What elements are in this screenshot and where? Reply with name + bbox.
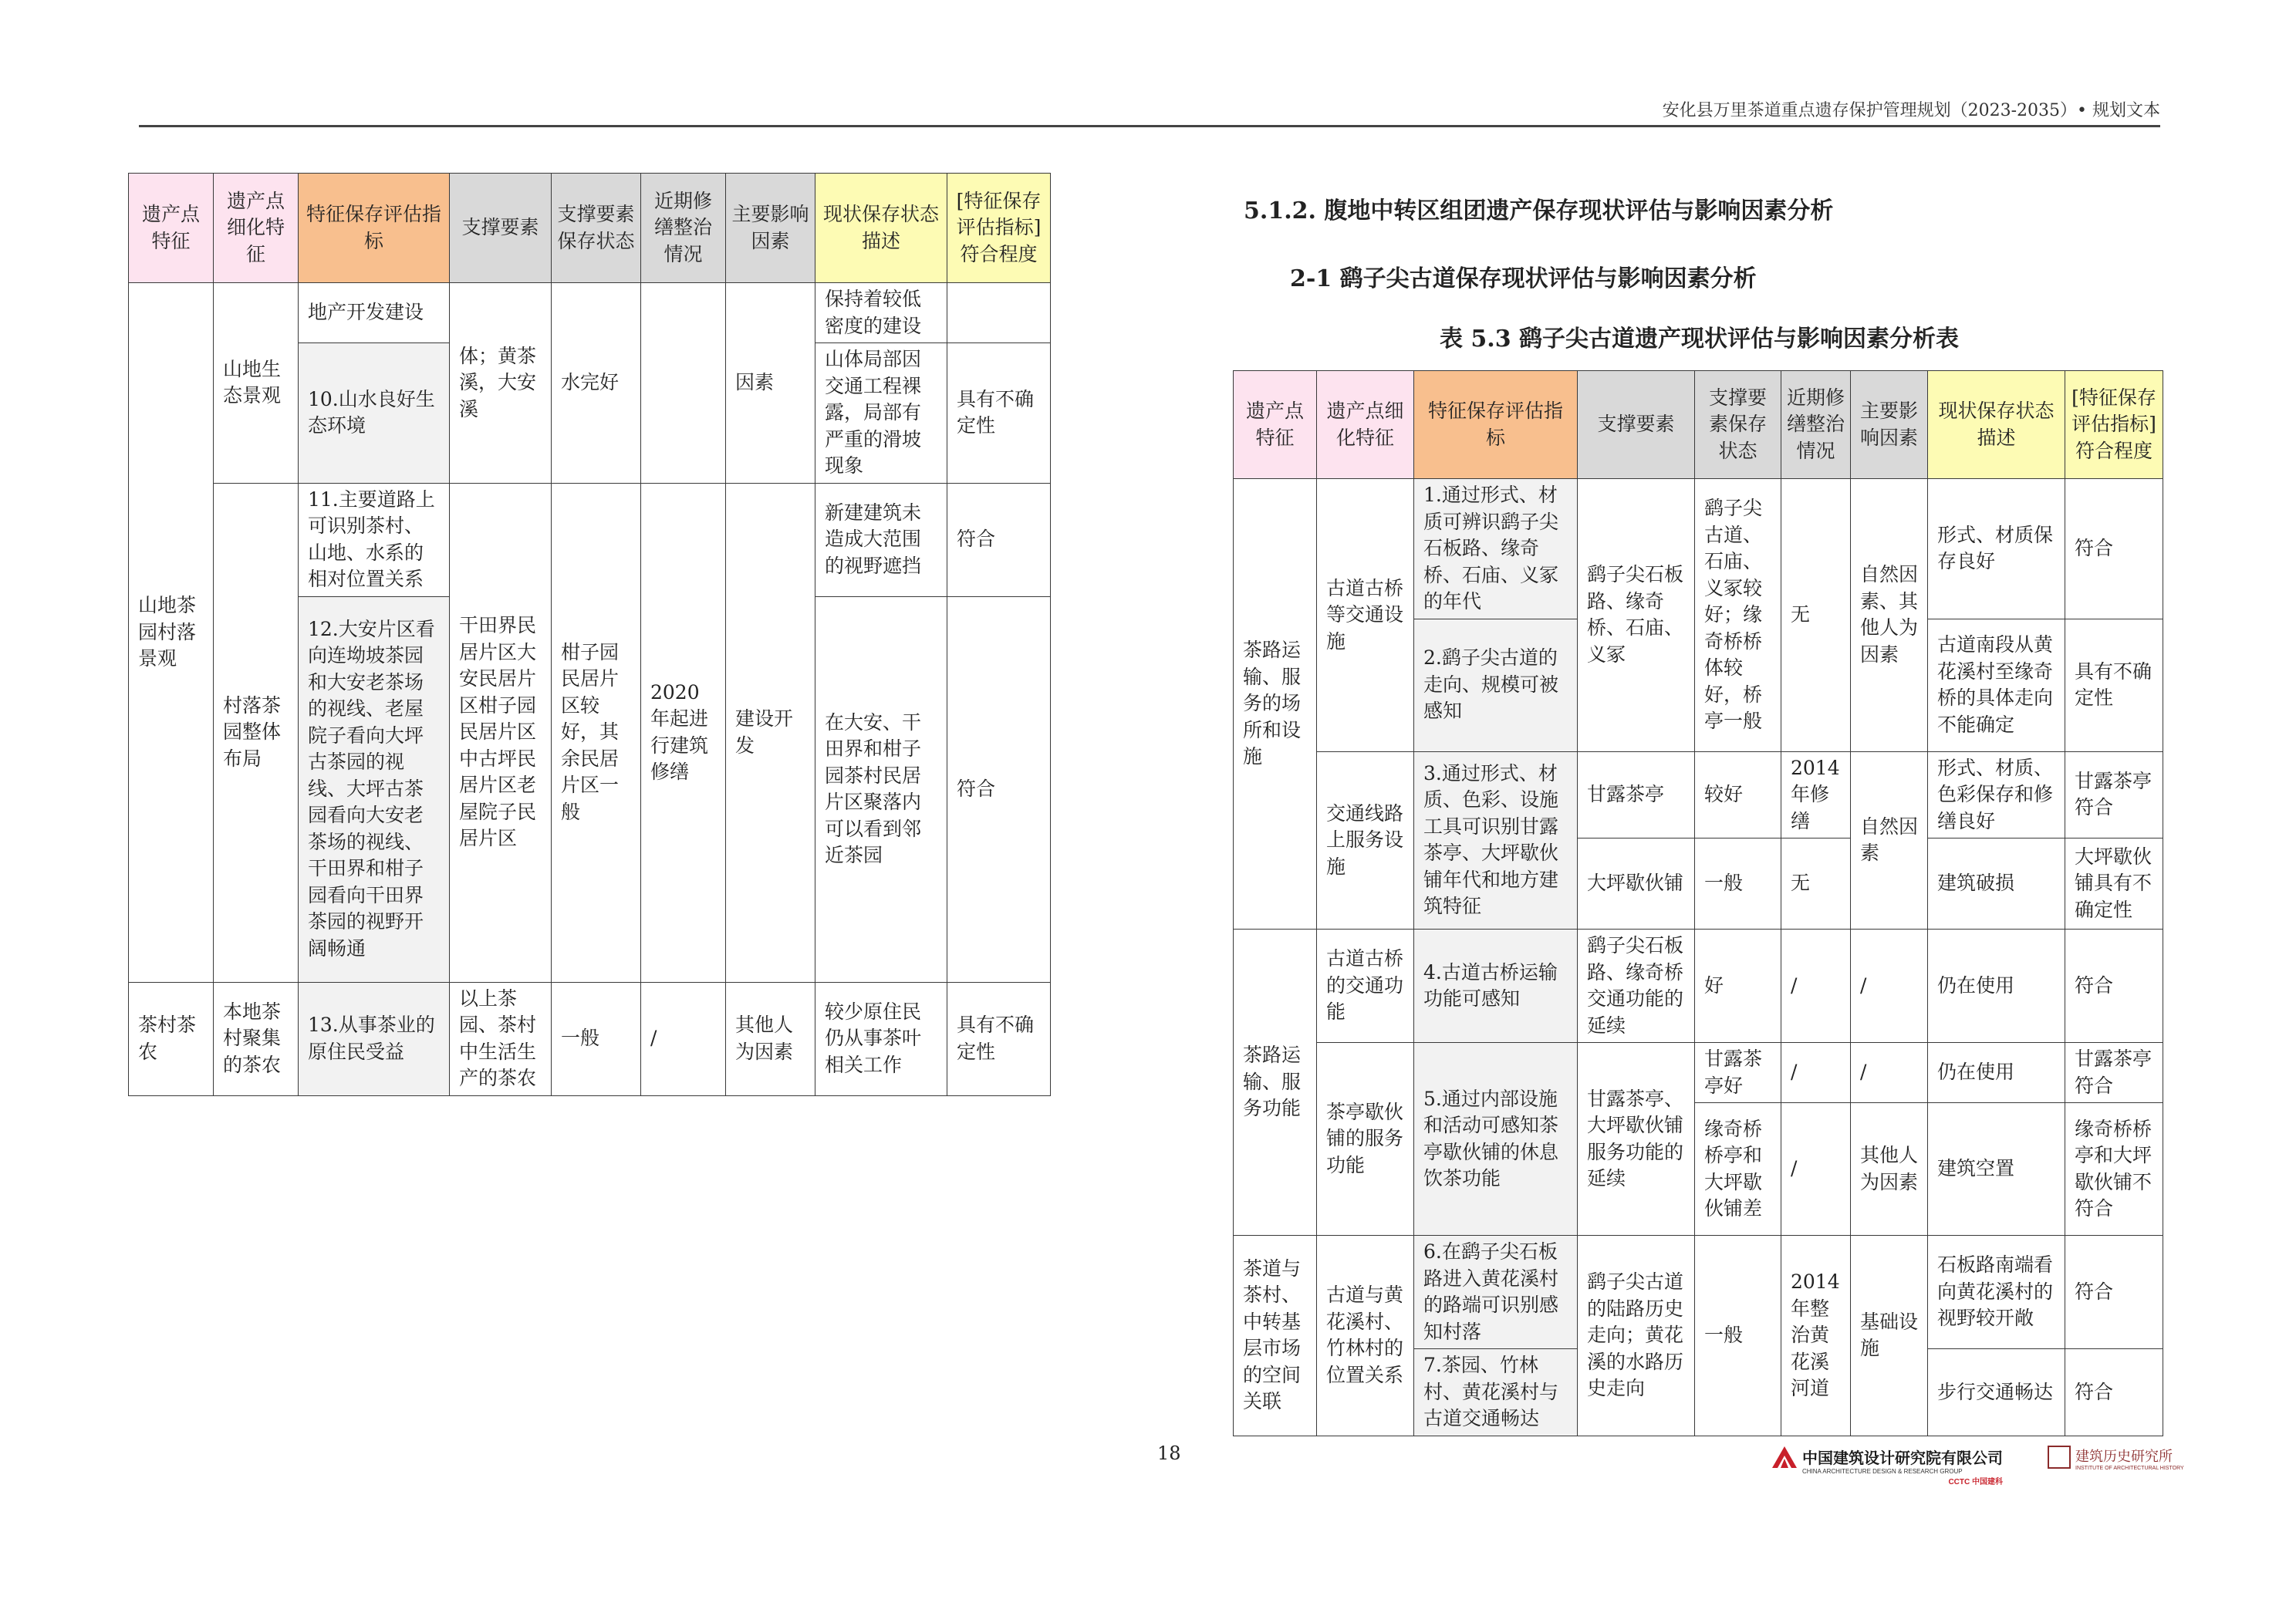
col-header: 特征保存评估指标 bbox=[299, 174, 450, 283]
table-cell: 茶亭歇伙铺的服务功能 bbox=[1317, 1043, 1414, 1236]
table-cell: 水完好 bbox=[552, 283, 641, 484]
table-cell: 较好 bbox=[1695, 751, 1781, 838]
col-header: [特征保存评估指标]符合程度 bbox=[2065, 371, 2163, 479]
table-cell: 符合 bbox=[947, 483, 1051, 596]
col-header: 支撑要素保存状态 bbox=[1695, 371, 1781, 479]
col-header: 支撑要素 bbox=[1578, 371, 1695, 479]
table-cell: 仍在使用 bbox=[1928, 930, 2065, 1043]
table-header-row bbox=[129, 174, 1051, 283]
table-cell: 具有不确定性 bbox=[947, 343, 1051, 484]
col-header: 现状保存状态描述 bbox=[1928, 371, 2065, 479]
table-cell: / bbox=[1781, 1043, 1851, 1103]
table-cell: 茶道与茶村、中转基层市场的空间关联 bbox=[1234, 1236, 1317, 1436]
table-cell: 古道与黄花溪村、竹林村的位置关系 bbox=[1317, 1236, 1414, 1436]
table-cell: 在大安、干田界和柑子园茶村民居片区聚落内可以看到邻近茶园 bbox=[815, 596, 947, 982]
col-header: 近期修缮整治情况 bbox=[1781, 371, 1851, 479]
table-cell: 建设开发 bbox=[726, 483, 815, 982]
table-cell: 2014年整治黄花溪河道 bbox=[1781, 1236, 1851, 1436]
table-cell: / bbox=[1781, 1103, 1851, 1236]
table-cell: 山体局部因交通工程裸露，局部有严重的滑坡现象 bbox=[815, 343, 947, 484]
table-cell: 自然因素、其他人为因素 bbox=[1851, 479, 1928, 752]
table-cell: 13.从事茶业的原住民受益 bbox=[299, 982, 450, 1095]
table-cell: 鹞子尖石板路、缘奇桥交通功能的延续 bbox=[1578, 930, 1695, 1043]
table-cell: / bbox=[641, 982, 726, 1095]
col-header: 支撑要素保存状态 bbox=[552, 174, 641, 283]
table-cell: 7.茶园、竹林村、黄花溪村与古道交通畅达 bbox=[1414, 1349, 1578, 1436]
table-cell: 具有不确定性 bbox=[947, 982, 1051, 1095]
table-cell: 古道古桥等交通设施 bbox=[1317, 479, 1414, 752]
col-header: 现状保存状态描述 bbox=[815, 174, 947, 283]
table-cell: / bbox=[1851, 1043, 1928, 1103]
table-cell: 体；黄茶溪，大安溪 bbox=[450, 283, 552, 484]
cadg-logo-name: 中国建筑设计研究院有限公司 bbox=[1802, 1450, 2003, 1467]
table-cell: 交通线路上服务设施 bbox=[1317, 751, 1414, 930]
table-cell: 甘露茶亭好 bbox=[1695, 1043, 1781, 1103]
table-cell: 新建建筑未造成大范围的视野遮挡 bbox=[815, 483, 947, 596]
table-cell: 较少原住民仍从事茶叶相关工作 bbox=[815, 982, 947, 1095]
table-cell: 2020年起进行建筑修缮 bbox=[641, 483, 726, 982]
table-cell: 2014年修缮 bbox=[1781, 751, 1851, 838]
cadg-logo bbox=[1771, 1446, 2003, 1486]
col-header: 特征保存评估指标 bbox=[1414, 371, 1578, 479]
table-cell: 自然因素 bbox=[1851, 751, 1928, 930]
header-rule bbox=[139, 125, 2160, 127]
table-cell: 甘露茶亭、大坪歇伙铺服务功能的延续 bbox=[1578, 1043, 1695, 1236]
table-cell: 步行交通畅达 bbox=[1928, 1349, 2065, 1436]
iah-logo-icon bbox=[2048, 1446, 2071, 1469]
table-cell: 山地茶园村落景观 bbox=[129, 283, 214, 983]
table-cell: 6.在鹞子尖石板路进入黄花溪村的路端可识别感知村落 bbox=[1414, 1236, 1578, 1349]
table-cell: 石板路南端看向黄花溪村的视野较开敞 bbox=[1928, 1236, 2065, 1349]
table-cell: 符合 bbox=[2065, 930, 2163, 1043]
table-row bbox=[1234, 1043, 2163, 1103]
table-cell: 古道古桥的交通功能 bbox=[1317, 930, 1414, 1043]
table-cell: 地产开发建设 bbox=[299, 283, 450, 343]
col-header: 近期修缮整治情况 bbox=[641, 174, 726, 283]
table-cell: 建筑破损 bbox=[1928, 838, 2065, 930]
cadg-logo-icon bbox=[1771, 1446, 1798, 1469]
col-header: 遗产点特征 bbox=[1234, 371, 1317, 479]
table-row bbox=[1234, 1236, 2163, 1349]
table-cell: 5.通过内部设施和活动可感知茶亭歇伙铺的休息饮茶功能 bbox=[1414, 1043, 1578, 1236]
table-cell: 仍在使用 bbox=[1928, 1043, 2065, 1103]
table-cell: 干田界民居片区大安民居片区柑子园民居片区中古坪民居片区老屋院子民居片区 bbox=[450, 483, 552, 982]
table-cell: / bbox=[1851, 930, 1928, 1043]
table-cell: 山地生态景观 bbox=[214, 283, 299, 484]
table-cell: 村落茶园整体布局 bbox=[214, 483, 299, 982]
col-header: 遗产点细化特征 bbox=[1317, 371, 1414, 479]
table-cell: 符合 bbox=[2065, 1236, 2163, 1349]
table-cell: 10.山水良好生态环境 bbox=[299, 343, 450, 484]
table-cell: 基础设施 bbox=[1851, 1236, 1928, 1436]
table-cell: 因素 bbox=[726, 283, 815, 484]
col-header: 主要影响因素 bbox=[1851, 371, 1928, 479]
table-cell: 无 bbox=[1781, 838, 1851, 930]
col-header: 遗产点细化特征 bbox=[214, 174, 299, 283]
table-cell: 形式、材质保存良好 bbox=[1928, 479, 2065, 619]
table-cell: 一般 bbox=[1695, 1236, 1781, 1436]
table-cell: 甘露茶亭符合 bbox=[2065, 1043, 2163, 1103]
table-cell: 无 bbox=[1781, 479, 1851, 752]
col-header: 支撑要素 bbox=[450, 174, 552, 283]
table-row bbox=[1234, 930, 2163, 1043]
table-row bbox=[129, 483, 1051, 596]
table-cell: 4.古道古桥运输功能可感知 bbox=[1414, 930, 1578, 1043]
table-cell: 具有不确定性 bbox=[2065, 619, 2163, 751]
page-number: 18 bbox=[1157, 1442, 1181, 1464]
table-cell: 符合 bbox=[947, 596, 1051, 982]
table-row bbox=[1234, 751, 2163, 838]
table-cell: 鹞子尖古道、石庙、义冢较好；缘奇桥桥体较好，桥亭一般 bbox=[1695, 479, 1781, 752]
table-cell: 好 bbox=[1695, 930, 1781, 1043]
col-header: 遗产点特征 bbox=[129, 174, 214, 283]
table-cell: 以上茶园、茶村中生活生产的茶农 bbox=[450, 982, 552, 1095]
iah-logo bbox=[2048, 1446, 2184, 1471]
table-cell: 茶路运输、服务的场所和设施 bbox=[1234, 479, 1317, 930]
table-cell: 1.通过形式、材质可辨识鹞子尖石板路、缘奇桥、石庙、义冢的年代 bbox=[1414, 479, 1578, 619]
table-cell: 缘奇桥桥亭和大坪歇伙铺不符合 bbox=[2065, 1103, 2163, 1236]
table-cell: 茶村茶农 bbox=[129, 982, 214, 1095]
table-header-row bbox=[1234, 371, 2163, 479]
table-cell: 甘露茶亭符合 bbox=[2065, 751, 2163, 838]
iah-logo-name: 建筑历史研究所 bbox=[2075, 1449, 2173, 1465]
right-assessment-table bbox=[1233, 370, 2163, 1436]
col-header: [特征保存评估指标]符合程度 bbox=[947, 174, 1051, 283]
iah-logo-english: INSTITUTE OF ARCHITECTURAL HISTORY bbox=[2075, 1466, 2184, 1471]
table-cell: 符合 bbox=[2065, 1349, 2163, 1436]
table-row bbox=[1234, 479, 2163, 619]
table-cell: 保持着较低密度的建设 bbox=[815, 283, 947, 343]
table-cell: 11.主要道路上可识别茶村、山地、水系的相对位置关系 bbox=[299, 483, 450, 596]
table-cell: 茶路运输、服务功能 bbox=[1234, 930, 1317, 1236]
cadg-logo-english: CHINA ARCHITECTURE DESIGN & RESEARCH GROUP bbox=[1802, 1468, 1963, 1475]
table-cell: 柑子园民居片区较好，其余民居片区一般 bbox=[552, 483, 641, 982]
footer-logos bbox=[1771, 1446, 2184, 1486]
table-cell: 古道南段从黄花溪村至缘奇桥的具体走向不能确定 bbox=[1928, 619, 2065, 751]
table-row bbox=[129, 982, 1051, 1095]
table-cell: 建筑空置 bbox=[1928, 1103, 2065, 1236]
subsection-heading: 2-1 鹞子尖古道保存现状评估与影响因素分析 bbox=[1290, 265, 1757, 292]
table-row bbox=[129, 283, 1051, 343]
table-cell: 12.大安片区看向连坳坡茶园和大安老茶场的视线、老屋院子看向大坪古茶园的视线、大坪古茶园看向大安老茶场的视线、干田界和柑子园看向干田界茶园的视野开阔畅通 bbox=[299, 596, 450, 982]
table-cell: 鹞子尖古道的陆路历史走向；黄花溪的水路历史走向 bbox=[1578, 1236, 1695, 1436]
table-cell: 大坪歇伙铺 bbox=[1578, 838, 1695, 930]
table-cell: 大坪歇伙铺具有不确定性 bbox=[2065, 838, 2163, 930]
table-caption: 表 5.3 鹞子尖古道遗产现状评估与影响因素分析表 bbox=[1439, 326, 1960, 353]
table-cell bbox=[641, 283, 726, 484]
section-heading: 5.1.2. 腹地中转区组团遗产保存现状评估与影响因素分析 bbox=[1244, 197, 1834, 224]
table-cell: 其他人为因素 bbox=[1851, 1103, 1928, 1236]
table-cell: 形式、材质、色彩保存和修缮良好 bbox=[1928, 751, 2065, 838]
left-assessment-table bbox=[128, 173, 1051, 1096]
table-cell: 缘奇桥桥亭和大坪歇伙铺差 bbox=[1695, 1103, 1781, 1236]
table-cell: 本地茶村聚集的茶农 bbox=[214, 982, 299, 1095]
cadg-logo-sub: CCTC 中国建科 bbox=[1948, 1478, 2003, 1486]
table-cell: / bbox=[1781, 930, 1851, 1043]
table-cell: 2.鹞子尖古道的走向、规模可被感知 bbox=[1414, 619, 1578, 751]
table-cell: 甘露茶亭 bbox=[1578, 751, 1695, 838]
table-cell: 一般 bbox=[552, 982, 641, 1095]
table-cell: 符合 bbox=[2065, 479, 2163, 619]
table-cell: 一般 bbox=[1695, 838, 1781, 930]
col-header: 主要影响因素 bbox=[726, 174, 815, 283]
table-cell: 鹞子尖石板路、缘奇桥、石庙、义冢 bbox=[1578, 479, 1695, 752]
table-cell: 其他人为因素 bbox=[726, 982, 815, 1095]
header-title: 安化县万里茶道重点遗存保护管理规划（2023-2035）• 规划文本 bbox=[1662, 101, 2160, 120]
table-cell: 3.通过形式、材质、色彩、设施工具可识别甘露茶亭、大坪歇伙铺年代和地方建筑特征 bbox=[1414, 751, 1578, 930]
table-cell bbox=[947, 283, 1051, 343]
